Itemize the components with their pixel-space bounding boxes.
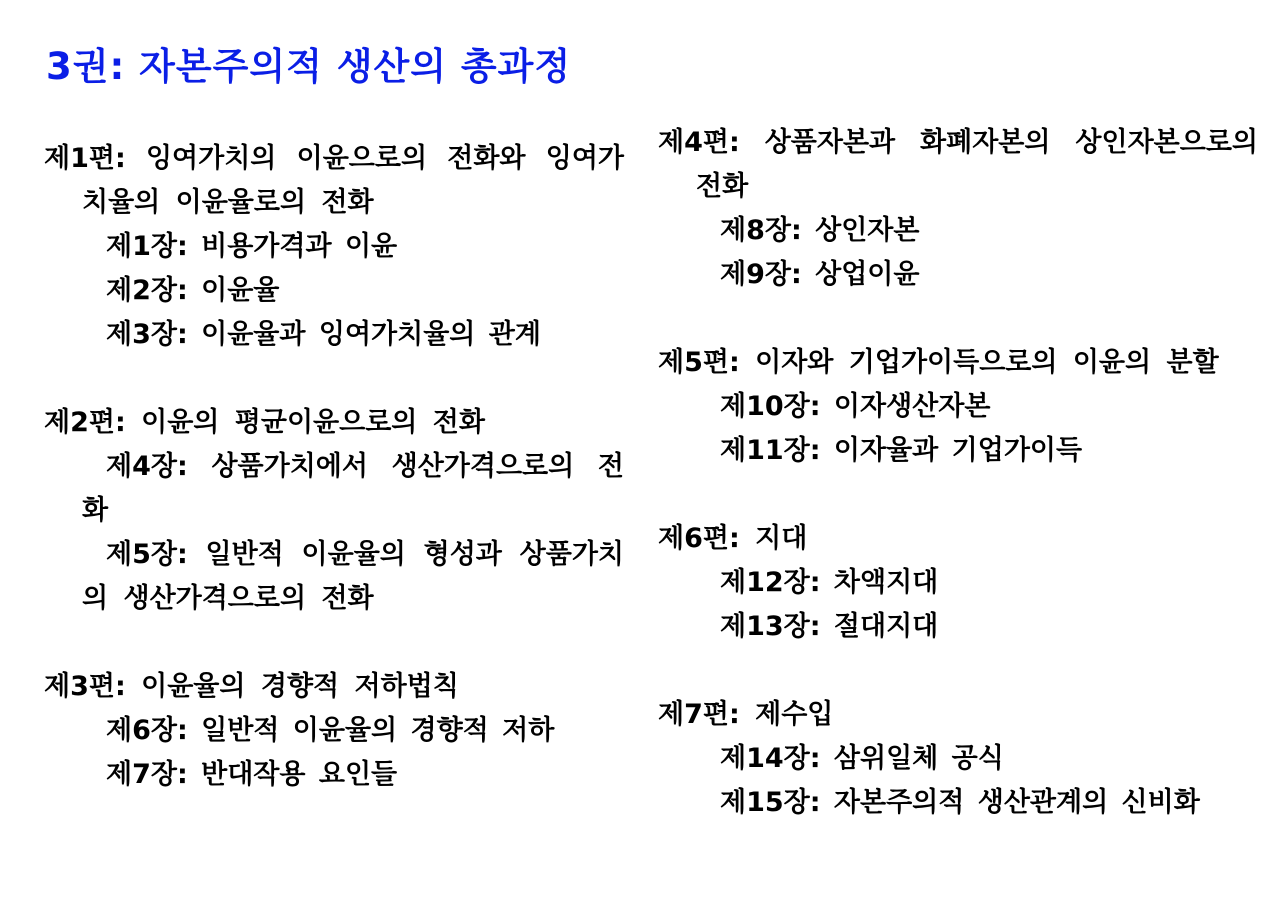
part-heading-7: 제7편: 제수입	[658, 699, 834, 730]
part-heading-6: 제6편: 지대	[658, 523, 808, 554]
page-title: 3권: 자본주의적 생산의 총과정	[46, 45, 572, 88]
chapter-13: 제13장: 절대지대	[720, 611, 939, 642]
part-heading-1: 제1편: 잉여가치의 이윤으로의 전화와 잉여가치율의 이윤율로의 전화	[44, 143, 624, 218]
chapter-7: 제7장: 반대작용 요인들	[106, 759, 398, 790]
section-gap	[658, 297, 1258, 341]
section-gap	[44, 357, 624, 401]
section-gap	[658, 473, 1258, 517]
chapter-9: 제9장: 상업이윤	[720, 259, 920, 290]
part-heading-3: 제3편: 이윤율의 경향적 저하법칙	[44, 671, 459, 702]
right-column	[658, 121, 1258, 825]
chapter-4: 제4장: 상품가치에서 생산가격으로의 전화	[82, 451, 624, 526]
chapter-1: 제1장: 비용가격과 이윤	[106, 231, 398, 262]
chapter-5: 제5장: 일반적 이윤율의 형성과 상품가치의 생산가격으로의 전화	[82, 539, 624, 614]
chapter-12: 제12장: 차액지대	[720, 567, 939, 598]
chapter-8: 제8장: 상인자본	[720, 215, 920, 246]
part-heading-5: 제5편: 이자와 기업가이득으로의 이윤의 분할	[658, 347, 1219, 378]
chapter-3: 제3장: 이윤율과 잉여가치율의 관계	[106, 319, 541, 350]
chapter-14: 제14장: 삼위일체 공식	[720, 743, 1004, 774]
chapter-15: 제15장: 자본주의적 생산관계의 신비화	[720, 787, 1200, 818]
chapter-10: 제10장: 이자생산자본	[720, 391, 991, 422]
chapter-2: 제2장: 이윤율	[106, 275, 280, 306]
chapter-11: 제11장: 이자율과 기업가이득	[720, 435, 1083, 466]
chapter-6: 제6장: 일반적 이윤율의 경향적 저하	[106, 715, 555, 746]
part-heading-2: 제2편: 이윤의 평균이윤으로의 전화	[44, 407, 485, 438]
section-gap	[44, 621, 624, 665]
left-column	[44, 137, 624, 797]
section-gap	[658, 649, 1258, 693]
part-heading-4: 제4편: 상품자본과 화폐자본의 상인자본으로의 전화	[658, 127, 1258, 202]
